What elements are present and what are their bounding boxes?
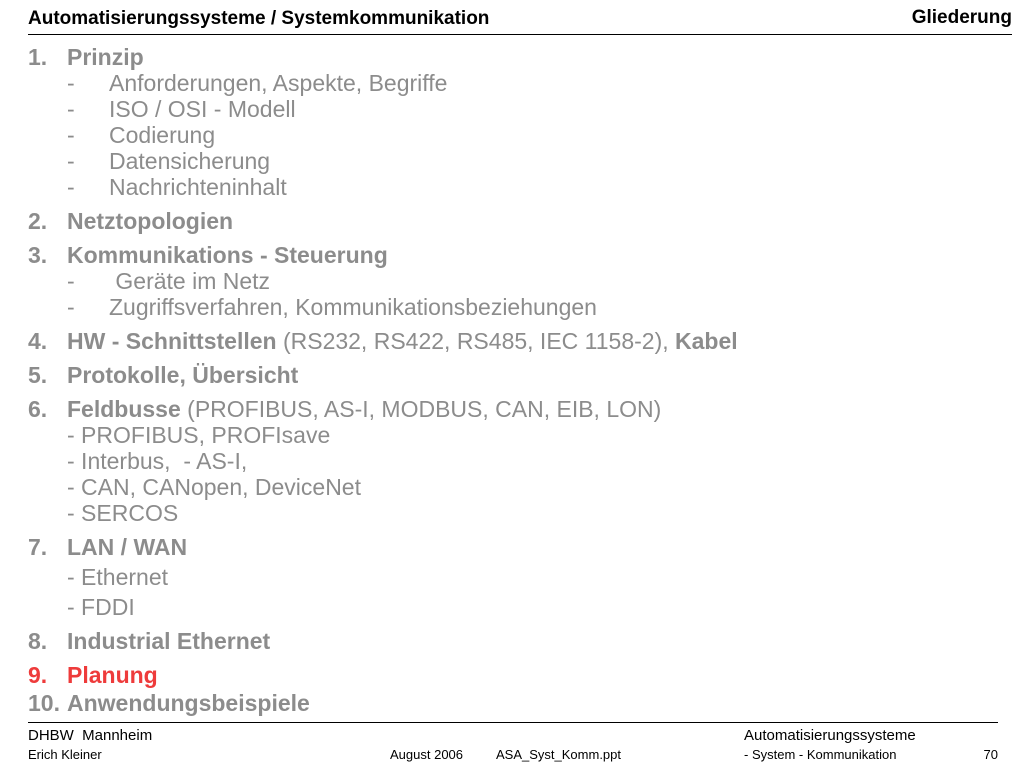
outline-item-number: 3. — [28, 242, 48, 268]
outline-subitem: - ISO / OSI - Modell — [67, 96, 296, 122]
outline-item-2 — [28, 208, 1008, 234]
footer-date: August 2006 — [390, 747, 464, 762]
outline-item-heading: HW - Schnittstellen — [67, 328, 277, 354]
outline-subitem: - PROFIBUS, PROFIsave — [67, 422, 331, 448]
footer-author: Erich Kleiner — [28, 747, 102, 762]
footer-course: Automatisierungssysteme — [744, 727, 916, 744]
outline-item-number: 5. — [28, 362, 48, 388]
outline-subitem: - FDDI — [67, 594, 135, 620]
outline-item-number: 8. — [28, 628, 48, 654]
outline-subitem: - Nachrichteninhalt — [67, 174, 287, 200]
outline-subitem: - CAN, CANopen, DeviceNet — [67, 474, 361, 500]
outline-item-heading: Feldbusse — [67, 396, 181, 422]
outline-item-heading: Industrial Ethernet — [67, 628, 271, 654]
outline-item-number: 7. — [28, 534, 48, 560]
page-number: 70 — [983, 747, 998, 762]
outline-item-3 — [28, 242, 1008, 320]
outline-item-9-current — [28, 662, 1008, 688]
outline-item-number: 2. — [28, 208, 48, 234]
outline-item-heading: Prinzip — [67, 44, 144, 70]
outline-item-6 — [28, 396, 1008, 526]
outline-item-heading-tail: Kabel — [675, 328, 738, 354]
outline-item-heading: Anwendungsbeispiele — [67, 690, 310, 716]
outline-subitem: - Ethernet — [67, 564, 168, 590]
outline-item-number: 6. — [28, 396, 48, 422]
outline-list — [28, 44, 1008, 724]
section-title: Gliederung — [911, 7, 1012, 28]
outline-subitem: - Datensicherung — [67, 148, 271, 174]
outline-subitem: - Zugriffsverfahren, Kommunikationsbeziehungen — [67, 294, 597, 320]
outline-item-detail: (RS232, RS422, RS485, IEC 1158-2), — [276, 328, 676, 354]
footer-divider — [28, 722, 998, 723]
outline-item-heading: LAN / WAN — [67, 534, 188, 560]
outline-subitem: - Interbus, - AS-I, — [67, 448, 248, 474]
outline-item-heading: Kommunikations - Steuerung — [67, 242, 388, 268]
outline-subitem: - Geräte im Netz — [67, 268, 271, 294]
outline-item-7 — [28, 534, 1008, 620]
outline-item-1 — [28, 44, 1008, 200]
outline-item-number: 10. — [28, 690, 60, 716]
outline-item-heading: Planung — [67, 662, 158, 688]
outline-item-5 — [28, 362, 1008, 388]
outline-subitem: - SERCOS — [67, 500, 179, 526]
outline-item-number: 1. — [28, 44, 48, 70]
header-divider — [28, 34, 1012, 35]
footer-course-subtitle: - System - Kommunikation — [744, 747, 897, 762]
outline-subitem: - Anforderungen, Aspekte, Begriffe — [67, 70, 448, 96]
outline-item-number: 9. — [28, 662, 48, 688]
outline-item-8 — [28, 628, 1008, 654]
outline-subitem: - Codierung — [67, 122, 216, 148]
slide-title: Automatisierungssysteme / Systemkommunikation — [28, 8, 490, 29]
outline-item-heading: Netztopologien — [67, 208, 234, 234]
outline-item-10 — [28, 690, 1008, 716]
outline-item-detail: (PROFIBUS, AS-I, MODBUS, CAN, EIB, LON) — [180, 396, 662, 422]
outline-item-heading: Protokolle, Übersicht — [67, 362, 299, 388]
footer-organization: DHBW Mannheim — [28, 727, 153, 744]
footer-filename: ASA_Syst_Komm.ppt — [496, 747, 621, 762]
outline-item-number: 4. — [28, 328, 48, 354]
outline-item-4 — [28, 328, 1008, 354]
